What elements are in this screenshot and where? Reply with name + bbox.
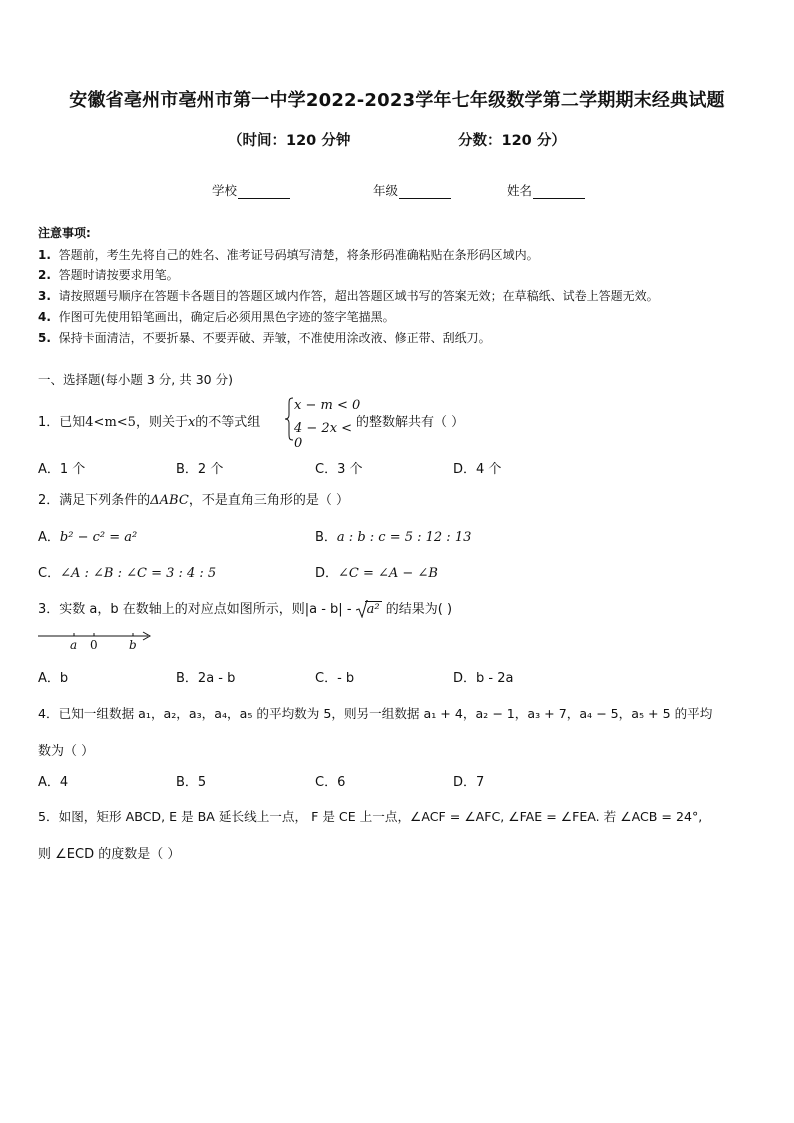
question-2: 2．满足下列条件的ΔABC，不是直角三角形的是（ ） xyxy=(38,493,349,508)
exam-title: 安徽省亳州市亳州市第一中学2022-2023学年七年级数学第二学期期末经典试题 xyxy=(69,90,725,111)
note-item: 4. 作图可先使用铅笔画出，确定后必须用黑色字迹的签字笔描黑。 xyxy=(38,310,395,324)
q4-option-d[interactable]: D．7 xyxy=(453,775,485,790)
q2-option-d[interactable]: D．∠C = ∠A − ∠B xyxy=(315,566,438,581)
note-item: 3. 请按照题号顺序在答题卡各题目的答题区域内作答，超出答题区域书写的答案无效；在草稿纸、试卷上答题无效。 xyxy=(38,289,659,303)
axis-label-zero: 0 xyxy=(90,638,98,652)
q1-option-c[interactable]: C．3 个 xyxy=(315,462,363,477)
q3-option-c[interactable]: C．- b xyxy=(315,671,355,686)
school-field[interactable] xyxy=(212,181,290,199)
q4-option-c[interactable]: C．6 xyxy=(315,775,346,790)
question-4-line-2: 数为（ ） xyxy=(38,744,95,759)
question-3: 3．实数 a，b 在数轴上的对应点如图所示，则|a - b| - a² 的结果为( ) xyxy=(38,602,453,617)
q3-option-a[interactable]: A．b xyxy=(38,671,69,686)
axis-label-b: b xyxy=(129,638,137,652)
inequality-2: 4 − 2x < 0 xyxy=(294,421,353,451)
q1-option-b[interactable]: B．2 个 xyxy=(176,462,224,477)
exam-time: （时间：120 分钟 xyxy=(228,133,351,149)
grade-field[interactable] xyxy=(373,181,451,199)
question-5-line-1: 5．如图，矩形 ABCD, E 是 BA 延长线上一点， F 是 CE 上一点，∠ACF = ∠AFC, ∠FAE = ∠FEA. 若 ∠ACB = 24°, xyxy=(38,809,703,824)
school-label: 学校 xyxy=(212,183,238,198)
q2-option-a[interactable]: A．b² − c² = a² xyxy=(38,530,138,545)
notes-heading: 注意事项: xyxy=(38,226,91,240)
q3-option-d[interactable]: D．b - 2a xyxy=(453,671,514,686)
radical-sign-icon xyxy=(356,600,368,618)
inequality-system xyxy=(284,397,364,451)
sqrt-expression: a² xyxy=(356,602,382,617)
inequality-1: x − m < 0 xyxy=(294,398,361,413)
section-heading: 一、选择题(每小题 3 分, 共 30 分) xyxy=(38,372,233,387)
name-field[interactable] xyxy=(507,181,585,199)
q4-option-b[interactable]: B．5 xyxy=(176,775,207,790)
question-5-line-2: 则 ∠ECD 的度数是（ ） xyxy=(38,847,181,862)
note-item: 5. 保持卡面清洁，不要折暴、不要弄破、弄皱，不准使用涂改液、修正带、刮纸刀。 xyxy=(38,331,491,345)
q1-option-a[interactable]: A．1 个 xyxy=(38,462,86,477)
exam-score: 分数：120 分） xyxy=(458,133,566,149)
q1-option-d[interactable]: D．4 个 xyxy=(453,462,502,477)
left-brace-icon xyxy=(284,397,294,441)
axis-label-a: a xyxy=(70,638,78,652)
q3-option-b[interactable]: B．2a - b xyxy=(176,671,236,686)
name-blank[interactable] xyxy=(533,185,585,199)
grade-label: 年级 xyxy=(373,183,399,198)
q2-option-b[interactable]: B．a : b : c = 5 : 12 : 13 xyxy=(315,530,472,545)
question-1: 1．已知4<m<5，则关于x的不等式组 xyxy=(38,415,261,430)
question-4-line-1: 4．已知一组数据 a₁，a₂，a₃，a₄，a₅ 的平均数为 5，则另一组数据 a₁ + 4，a₂ − 1，a₃ + 7，a₄ − 5，a₅ + 5 的平均 xyxy=(38,706,713,721)
grade-blank[interactable] xyxy=(399,185,451,199)
name-label: 姓名 xyxy=(507,183,533,198)
question-1-suffix: 的整数解共有（ ） xyxy=(356,415,465,430)
q4-option-a[interactable]: A．4 xyxy=(38,775,69,790)
note-item: 1. 答题前，考生先将自己的姓名、准考证号码填写清楚，将条形码准确粘贴在条形码区域内。 xyxy=(38,248,539,262)
q2-option-c[interactable]: C．∠A : ∠B : ∠C = 3 : 4 : 5 xyxy=(38,566,217,581)
school-blank[interactable] xyxy=(238,185,290,199)
note-item: 2. 答题时请按要求用笔。 xyxy=(38,268,179,282)
number-line xyxy=(38,628,156,654)
